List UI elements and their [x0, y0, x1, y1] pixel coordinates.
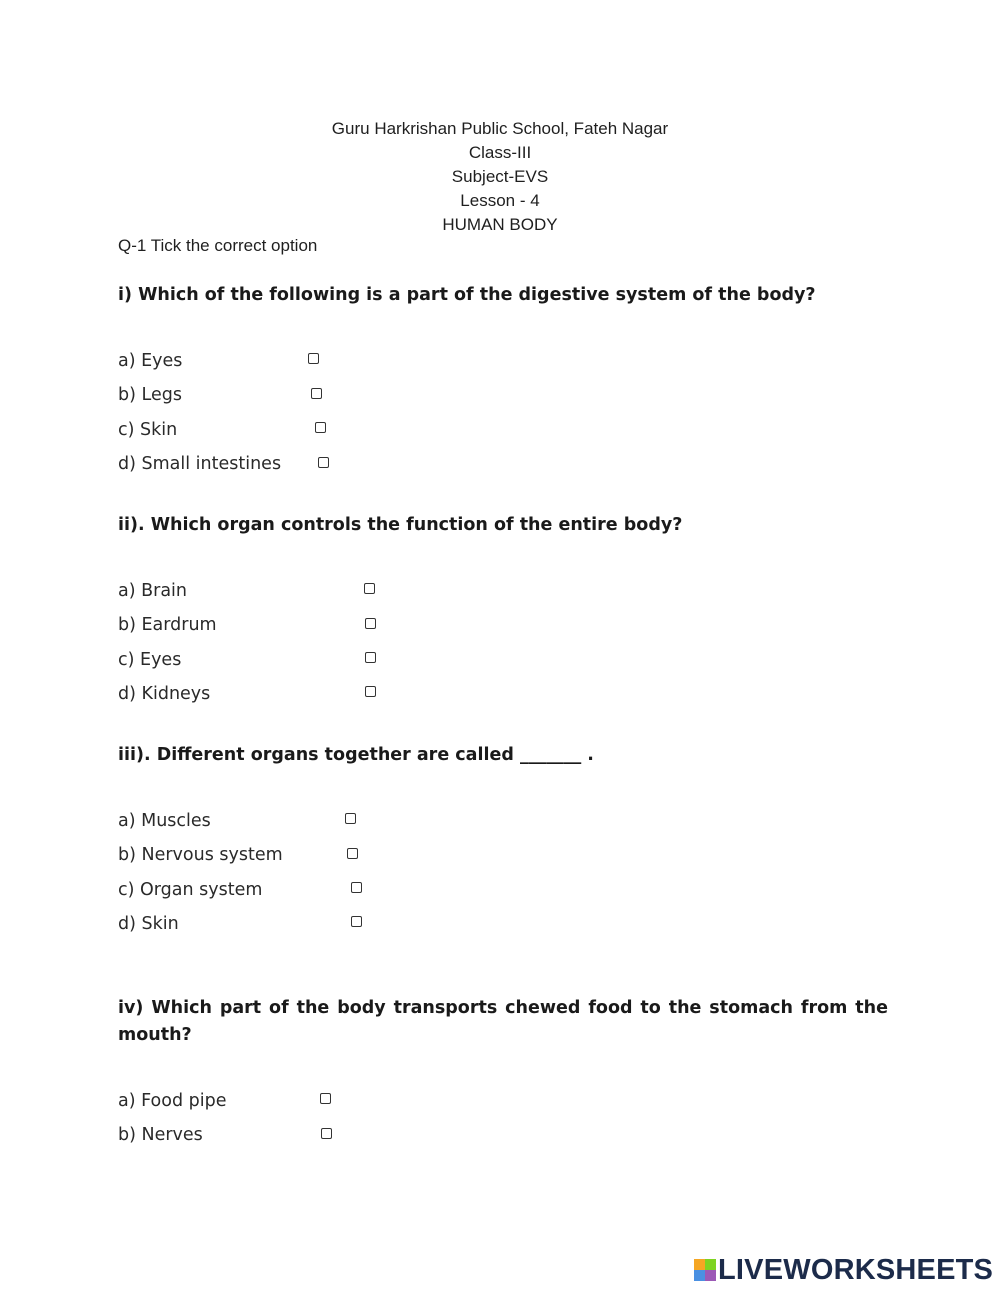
option-2a: a) Brain	[118, 581, 187, 601]
option-1d: d) Small intestines	[118, 454, 282, 474]
logo-square-blue	[694, 1270, 705, 1281]
class-label: Class-III	[468, 143, 532, 162]
option-3a: a) Muscles	[118, 811, 211, 831]
option-2b: b) Eardrum	[118, 615, 217, 635]
checkbox-1a[interactable]	[308, 353, 319, 364]
logo-square-purple	[705, 1270, 716, 1281]
school-name: Guru Harkrishan Public School, Fateh Nagar	[331, 119, 669, 138]
checkbox-3d[interactable]	[351, 916, 362, 927]
option-1b: b) Legs	[118, 385, 182, 405]
logo-square-green	[705, 1259, 716, 1270]
instruction: Q-1 Tick the correct option	[118, 236, 318, 255]
question-3: iii). Different organs together are called _______ .	[118, 745, 594, 765]
option-2d: d) Kidneys	[118, 684, 211, 704]
checkbox-2b[interactable]	[365, 618, 376, 629]
checkbox-1c[interactable]	[315, 422, 326, 433]
question-4: iv) Which part of the body transports chewed food to the stomach from the mouth?	[118, 998, 888, 1045]
option-3b: b) Nervous system	[118, 845, 283, 865]
checkbox-2a[interactable]	[364, 583, 375, 594]
worksheet-header	[0, 117, 1000, 237]
logo-square-orange	[694, 1259, 705, 1270]
option-4a: a) Food pipe	[118, 1091, 227, 1111]
option-1a: a) Eyes	[118, 351, 183, 371]
logo-text: LIVEWORKSHEETS	[718, 1253, 994, 1286]
topic-title: HUMAN BODY	[442, 215, 558, 234]
option-3c: c) Organ system	[118, 880, 263, 900]
liveworksheets-logo[interactable]	[694, 1255, 993, 1285]
checkbox-4b[interactable]	[321, 1128, 332, 1139]
checkbox-3b[interactable]	[347, 848, 358, 859]
checkbox-1b[interactable]	[311, 388, 322, 399]
lesson-label: Lesson - 4	[460, 191, 540, 210]
option-1c: c) Skin	[118, 420, 178, 440]
checkbox-2d[interactable]	[365, 686, 376, 697]
checkbox-3a[interactable]	[345, 813, 356, 824]
option-2c: c) Eyes	[118, 650, 182, 670]
option-4b: b) Nerves	[118, 1125, 203, 1145]
liveworksheets-logo-icon	[694, 1259, 716, 1281]
option-3d: d) Skin	[118, 914, 179, 934]
question-1: i) Which of the following is a part of the digestive system of the body?	[118, 285, 816, 305]
subject-label: Subject-EVS	[451, 167, 549, 186]
checkbox-1d[interactable]	[318, 457, 329, 468]
checkbox-3c[interactable]	[351, 882, 362, 893]
question-2: ii). Which organ controls the function of the entire body?	[118, 515, 683, 535]
checkbox-2c[interactable]	[365, 652, 376, 663]
checkbox-4a[interactable]	[320, 1093, 331, 1104]
